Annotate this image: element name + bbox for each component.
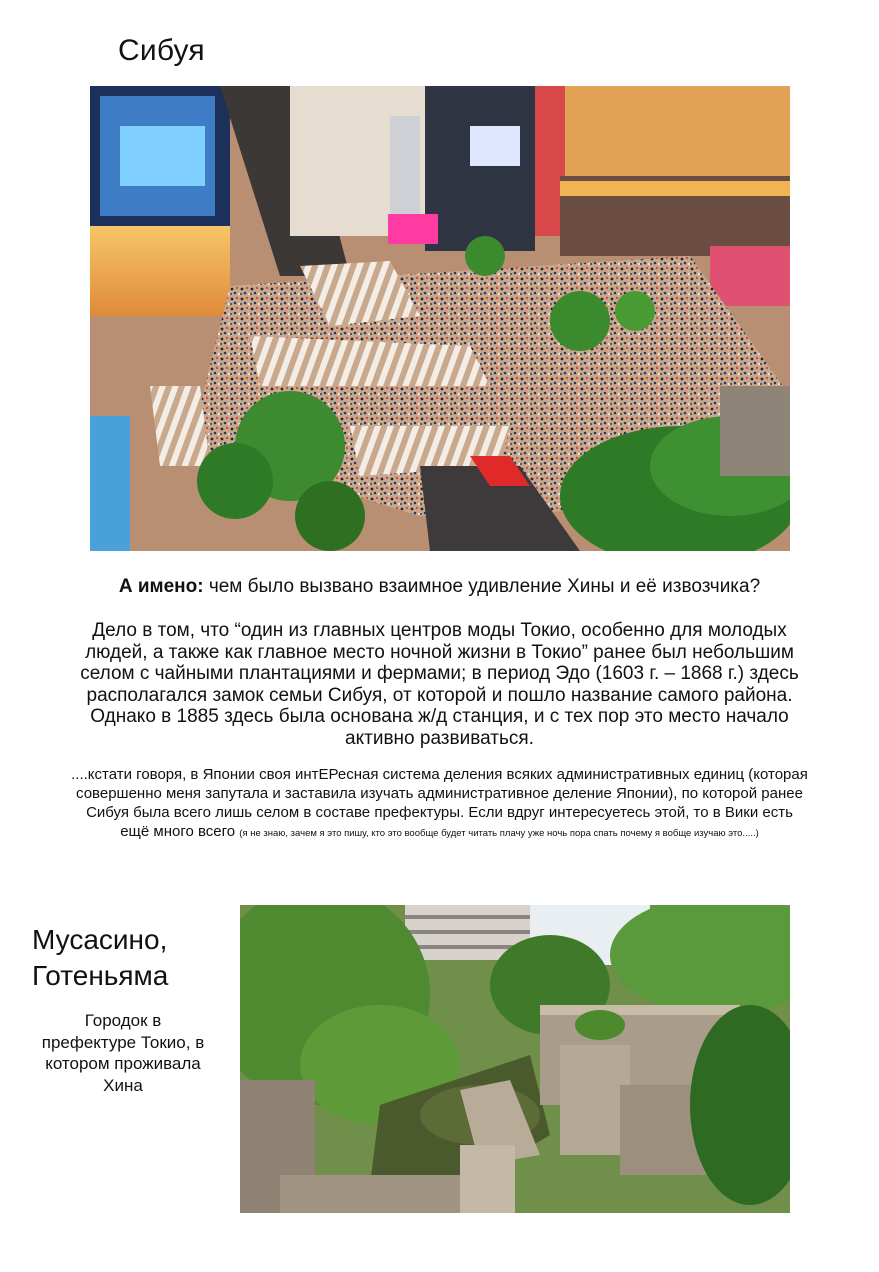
title-line-1: Мусасино, [32, 924, 168, 955]
history-paragraph: Дело в том, что “один из главных центров моды Токио, особенно для молодых людей, а также как главное место ночной жизни в Токио” ранее был небольшим селом с чайными плантациями и фермами; в период Эдо (1603 г. – 1868 г.) здесь располагался замок семьи Сибуя, от которой и пошло название самого района. Однако в 1885 здесь была основана ж/д станция, и с тех пор это место начало активно развиваться. [80, 620, 799, 749]
title-line-2: Готеньяма [32, 960, 169, 991]
section-title-musashino [32, 922, 168, 994]
shibuya-crossing-photo [90, 86, 790, 551]
question-line [60, 576, 819, 598]
aside-tiny-text: (я не знаю, зачем я это пишу, кто это вообще будет читать плачу уже ночь пора спать почему я вобще изучаю это.....) [239, 828, 759, 839]
gotenyama-park-photo [240, 905, 790, 1213]
musashino-caption: Городок в префектуре Токио, в котором проживала Хина [41, 1011, 205, 1095]
question-bold: А имено: [118, 576, 204, 597]
aside-note [70, 765, 809, 843]
section-title-shibuya: Сибуя [118, 34, 205, 67]
question-text: чем было вызвано взаимное удивление Хины и её извозчика? [203, 576, 761, 597]
aside-text: ....кстати говоря, в Японии своя интЕРесная система деления всяких административных единиц (которая совершенно меня запутала и заставила изучать административное деление Японии), по которой ранее Сибуя была всего лишь селом в составе префектуры. Если вдруг интересуетесь этой, то в Вики есть ещё много всего [71, 766, 808, 840]
